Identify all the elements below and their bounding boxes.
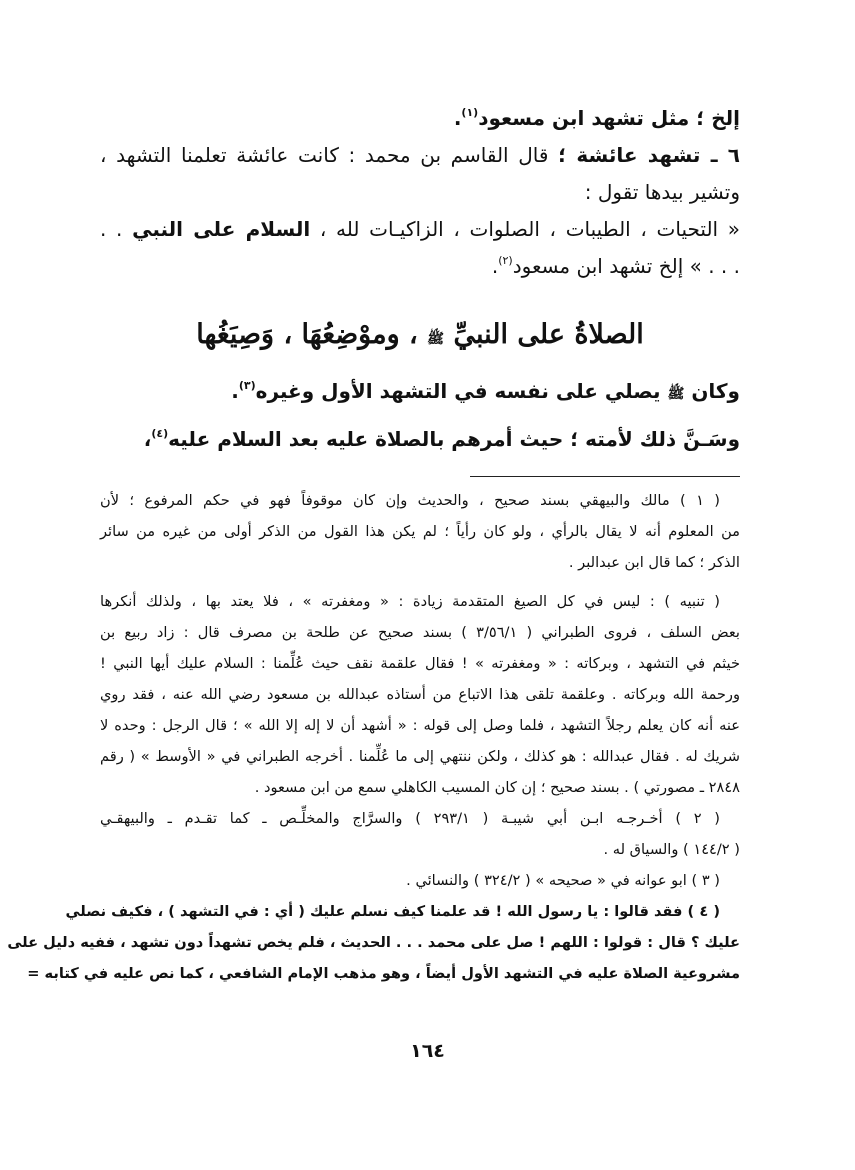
main-line-1: إلخ ؛ مثل تشهد ابن مسعود$^{(١)}$. — [453, 106, 740, 130]
footnote-separator — [470, 476, 740, 477]
section-heading: الصلاةُ على النبيِّ ﷺ ، وموْضِعُهَا ، وَصِيَغُها — [196, 319, 644, 350]
footnote-2: ( ٢ ) أخـرجـه ابـن أبي شيبـة ( ٢٩٣/١ ) والسرَّاج والمخلِّـص ـ كما تقـدم ـ والبيهقـي ( ١٤٤/٢ ) والسياق له . — [100, 810, 740, 858]
main-line-4: « التحيات ، الطيبات ، الصلوات ، الزاكيـات لله ، السلام على النبي . . — [100, 217, 741, 241]
footnote-1: ( ١ ) مالك والبيهقي بسند صحيح ، والحديث وإن كان موقوفاً فهو في حكم المرفوع ؛ لأن من المعلوم أنه لا يقال بالرأي ، ولو كان رأياً ؛ لم يكن هذا القول من الذكر أولى من غيره من سائر الذكر ؛ كما قال ابن عبدالبر . — [100, 492, 740, 571]
salla-ligature: ﷺ — [427, 331, 445, 347]
salam-phrase: السلام على النبي — [132, 217, 311, 241]
main-line-5: . . . » إلخ تشهد ابن مسعود$^{(٢)}$. — [491, 254, 740, 278]
footnote-ref-2[interactable]: (٢) — [498, 254, 513, 267]
body-line-2: وسَـنَّ ذلك لأمته ؛ حيث أمرهم بالصلاة عليه بعد السلام عليه$^{(٤)}$، — [143, 427, 740, 451]
footnote-ref-3[interactable]: (٣) — [238, 379, 256, 392]
main-line-2: ٦ ـ تشهد عائشة ؛ قال القاسم بن محمد : كانت عائشة تعلمنا التشهد ، — [100, 143, 741, 167]
footnotes — [7, 485, 740, 989]
footnote-tanbih: ( تنبيه ) : ليس في كل الصيغ المتقدمة زيادة : « ومغفرته » ، فلا يعتد بها ، ولذلك أنكرها بعض السلف ، فروى الطبراني ( ٣/٥٦/١ ) بسند صحيح عن طلحة بن مصرف قال : زاد ربيع بن خيثم في التشهد ، وبركاته : « ومغفرته » ! فقال علقمة نقف حيث عُلِّمنا : السلام عليك أيها النبي ! ورحمة الله وبركاته . وعلقمة تلقى هذا الاتباع من أستاذه عبدالله بن مسعود رضي الله عنه ، فقد روي عنه أنه كان يعلم رجلاً التشهد ، فلما وصل إلى قوله : « أشهد أن لا إله إلا الله » ؛ قال الرجل : وحده لا شريك له . فقال عبدالله : هو كذلك ، ولكن ننتهي إلى ما عُلِّمنا . أخرجه الطبراني في « الأوسط » ( رقم ٢٨٤٨ ـ مصورتي ) . بسند صحيح ؛ إن كان المسيب الكاهلي سمع من ابن مسعود . — [100, 593, 740, 796]
body-line-1: وكان ﷺ يصلي على نفسه في التشهد الأول وغيره$^{(٣)}$. — [231, 379, 740, 403]
main-text — [100, 100, 740, 285]
body-text — [100, 369, 740, 462]
footnote-ref-1[interactable]: (١) — [461, 106, 479, 119]
salla-ligature-inline: ﷺ — [667, 386, 685, 402]
footnote-4: ( ٤ ) فقد قالوا : يا رسول الله ! قد علمنا كيف نسلم عليك ( أي : في التشهد ) ، فكيف نصلي عليك ؟ قال : قولوا : اللهم ! صل على محمد . . . الحديث ، فلم يخص تشهداً دون تشهد ، ففيه دليل على مشروعية الصلاة عليه في التشهد الأول أيضاً ، وهو مذهب الإمام الشافعي ، كما نص عليه في كتابه = — [7, 903, 740, 982]
footnote-3: ( ٣ ) ابو عوانه في « صحيحه » ( ٣٢٤/٢ ) والنسائي . — [406, 872, 720, 889]
section-label: ٦ ـ تشهد عائشة ؛ — [558, 143, 741, 167]
page-number: ١٦٤ — [410, 1040, 445, 1062]
main-line-3: وتشير بيدها تقول : — [584, 180, 740, 204]
footnote-ref-4[interactable]: (٤) — [151, 427, 169, 440]
book-page — [7, 100, 741, 989]
